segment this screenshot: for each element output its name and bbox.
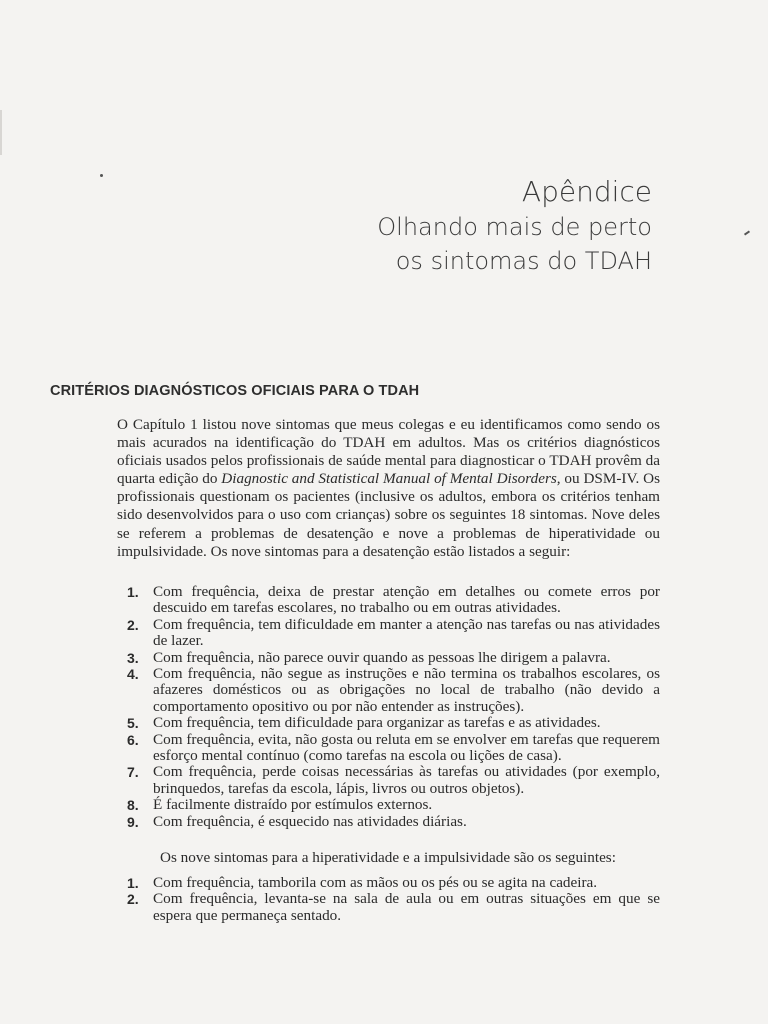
item-number: 4. bbox=[127, 666, 139, 683]
item-number: 3. bbox=[127, 649, 139, 666]
intro-text-1: O Capítulo 1 listou nove sintomas que meus colegas e eu identificamos como sendo os mais acurados na identificação do TDAH em adultos. Mas os critérios diagnósticos oficiais usados pelos profissionais de saúde mental para diagnosticar o TDAH provêm da quarta edição do bbox=[117, 416, 660, 488]
ink-tick bbox=[744, 230, 750, 235]
item-text: Com frequência, levanta-se na sala de aula ou em outras situações em que se espera que permaneça sentado. bbox=[153, 890, 660, 924]
list-item bbox=[117, 797, 660, 813]
item-text: Com frequência, tamborila com as mãos ou os pés ou se agita na cadeira. bbox=[153, 874, 598, 891]
item-number: 1. bbox=[127, 875, 139, 891]
item-text: É facilmente distraído por estímulos externos. bbox=[153, 796, 433, 814]
item-number: 2. bbox=[127, 891, 139, 908]
item-number: 7. bbox=[127, 764, 139, 781]
item-text: Com frequência, tem dificuldade para organizar as tarefas e as atividades. bbox=[153, 714, 601, 732]
intro-text-2: , ou DSM-IV. Os profissionais questionam os pacientes (inclusive os adultos, embora os critérios tenham sido desenvolvidos para o uso com crianças) sobre os seguintes 18 sintomas. Nove deles se referem a problemas de desatenção e nove a problemas de hiperatividade ou impulsividade. Os nove sintomas para a desatenção estão listados a seguir: bbox=[117, 470, 660, 560]
hyperactivity-list bbox=[117, 875, 660, 924]
intro-paragraph bbox=[117, 416, 660, 561]
item-text: Com frequência, não parece ouvir quando as pessoas lhe dirigem a palavra. bbox=[153, 648, 611, 666]
item-text: Com frequência, perde coisas necessárias às tarefas ou atividades (por exemplo, brinquedos, tarefas da escola, lápis, livros ou outros objetos). bbox=[153, 763, 660, 797]
item-text: Com frequência, evita, não gosta ou reluta em se envolver em tarefas que requerem esforço mental contínuo (como tarefas na escola ou lições de casa). bbox=[153, 730, 660, 765]
section-title: CRITÉRIOS DIAGNÓSTICOS OFICIAIS PARA O TDAH bbox=[50, 383, 420, 399]
item-text: Com frequência, é esquecido nas atividades diárias. bbox=[153, 812, 467, 830]
item-text: Com frequência, tem dificuldade em manter a atenção nas tarefas ou nas atividades de lazer. bbox=[153, 615, 660, 650]
list-item bbox=[117, 732, 660, 765]
page-edge-mark bbox=[0, 110, 2, 155]
ink-dot bbox=[100, 174, 103, 177]
appendix-title: Apêndice bbox=[521, 175, 652, 208]
list-item bbox=[117, 584, 660, 617]
list-item bbox=[117, 715, 660, 731]
chapter-heading bbox=[377, 174, 652, 278]
list-item bbox=[117, 666, 660, 715]
item-text: Com frequência, deixa de prestar atenção em detalhes ou comete erros por descuido em tarefas escolares, no trabalho ou em outras atividades. bbox=[153, 583, 660, 617]
item-number: 8. bbox=[127, 797, 139, 814]
list-item bbox=[117, 617, 660, 650]
list-item bbox=[117, 875, 660, 891]
item-number: 9. bbox=[127, 813, 139, 830]
item-text: Com frequência, não segue as instruções e não termina os trabalhos escolares, os afazeres domésticos ou as obrigações no local de trabalho (não devido a comportamento opositivo ou por não entender as instruções). bbox=[153, 665, 660, 715]
list-item bbox=[117, 814, 660, 830]
item-number: 1. bbox=[127, 584, 139, 600]
item-number: 5. bbox=[127, 715, 139, 732]
intro-italic-title: Diagnostic and Statistical Manual of Mental Disorders bbox=[221, 470, 557, 488]
list-item bbox=[117, 764, 660, 797]
list-item bbox=[117, 650, 660, 666]
item-number: 6. bbox=[127, 731, 139, 748]
item-number: 2. bbox=[127, 616, 139, 633]
inattention-list bbox=[117, 584, 660, 830]
hyperactivity-intro: Os nove sintomas para a hiperatividade e a impulsividade são os seguintes: bbox=[160, 849, 616, 866]
list-item bbox=[117, 891, 660, 924]
subtitle-line-1: Olhando mais de perto bbox=[377, 213, 652, 241]
subtitle-line-2: os sintomas do TDAH bbox=[395, 247, 652, 275]
